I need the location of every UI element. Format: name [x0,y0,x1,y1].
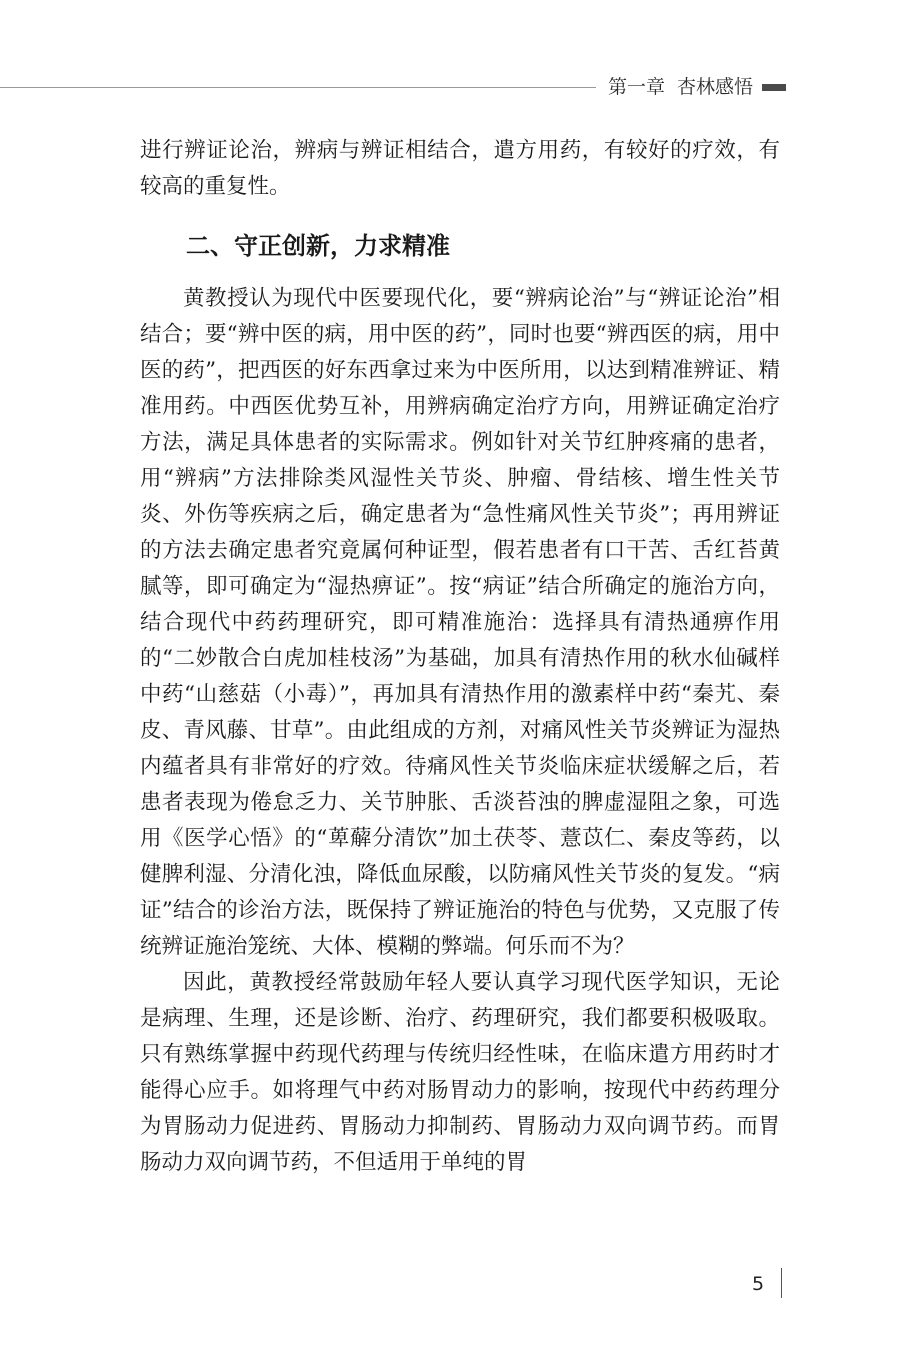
header-rule [0,87,596,88]
paragraph: 因此，黄教授经常鼓励年轻人要认真学习现代医学知识，无论是病理、生理，还是诊断、治疗、药理研究，我们都要积极吸取。只有熟练掌握中药现代药理与传统归经性味，在临床遣方用药时才能得心应手。如将理气中药对肠胃动力的影响，按现代中药药理分为胃肠动力促进药、胃肠动力抑制药、胃肠动力双向调节药。而胃肠动力双向调节药，不但适用于单纯的胃 [140,970,780,1175]
chapter-title: 杏林感悟 [677,76,754,98]
section-heading: 二、守正创新，力求精准 [186,232,450,260]
page-number: 5 [752,1273,765,1295]
chapter-number: 第一章 [608,76,666,98]
paragraph: 黄教授认为现代中医要现代化，要“辨病论治”与“辨证论治”相结合；要“辨中医的病，用中医的药”，同时也要“辨西医的病，用中医的药”，把西医的好东西拿过来为中医所用，以达到精准辨证、精准用药。中西医优势互补，用辨病确定治疗方向，用辨证确定治疗方法，满足具体患者的实际需求。例如针对关节红肿疼痛的患者，用“辨病”方法排除类风湿性关节炎、肿瘤、骨结核、增生性关节炎、外伤等疾病之后，确定患者为“急性痛风性关节炎”；再用辨证的方法去确定患者究竟属何种证型，假若患者有口干苦、舌红苔黄腻等，即可确定为“湿热痹证”。按“病证”结合所确定的施治方向，结合现代中药药理研究，即可精准施治：选择具有清热通痹作用的“二妙散合白虎加桂枝汤”为基础，加具有清热作用的秋水仙碱样中药“山慈菇（小毒）”，再加具有清热作用的激素样中药“秦艽、秦皮、青风藤、甘草”。由此组成的方剂，对痛风性关节炎辨证为湿热内蕴者具有非常好的疗效。待痛风性关节炎临床症状缓解之后，若患者表现为倦怠乏力、关节肿胀、舌淡苔浊的脾虚湿阻之象，可选用《医学心悟》的“萆薢分清饮”加土茯苓、薏苡仁、秦皮等药，以健脾利湿、分清化浊，降低血尿酸，以防痛风性关节炎的复发。“病证”结合的诊治方法，既保持了辨证施治的特色与优势，又克服了传统辨证施治笼统、大体、模糊的弊端。何乐而不为？ [140,286,780,959]
running-header [608,74,753,100]
continued-paragraph: 进行辨证论治，辨病与辨证相结合，遣方用药，有较好的疗效，有较高的重复性。 [140,138,780,199]
page-number-rule [781,1268,782,1298]
section [140,228,780,264]
section-body [140,281,780,1181]
page-body [140,133,780,205]
header-bar [762,84,786,91]
